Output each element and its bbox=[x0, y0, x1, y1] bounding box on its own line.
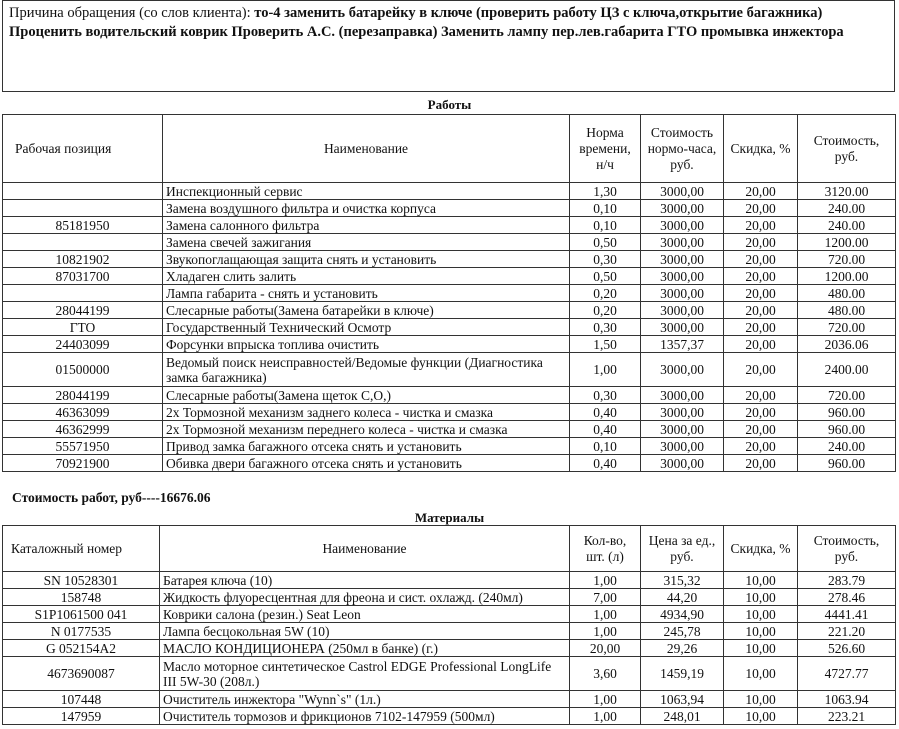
works-cell-price: 3000,00 bbox=[641, 387, 724, 404]
works-cell-qty: 0,10 bbox=[570, 438, 641, 455]
works-cell-qty: 0,30 bbox=[570, 387, 641, 404]
works-cell-code: 10821902 bbox=[3, 251, 163, 268]
works-cell-code: 01500000 bbox=[3, 353, 163, 387]
reason-label: Причина обращения (со слов клиента): bbox=[9, 5, 251, 21]
works-row bbox=[3, 455, 896, 472]
works-row bbox=[3, 404, 896, 421]
works-cell-name: Лампа габарита - снять и установить bbox=[163, 285, 570, 302]
works-cell-qty: 0,50 bbox=[570, 268, 641, 285]
works-cell-name: 2х Тормозной механизм переднего колеса - чистка и смазка bbox=[163, 421, 570, 438]
works-cell-cost: 720.00 bbox=[798, 251, 896, 268]
reason-text-1: то-4 заменить батарейку в ключе (проверить работу ЦЗ с ключа,открытие багажника) bbox=[254, 5, 823, 21]
materials-cell-code: G 052154A2 bbox=[3, 640, 160, 657]
works-cell-name: Ведомый поиск неисправностей/Ведомые функции (Диагностика замка багажника) bbox=[163, 353, 570, 387]
works-header-position: Рабочая позиция bbox=[3, 115, 163, 183]
materials-cell-code: S1P1061500 041 bbox=[3, 606, 160, 623]
materials-cell-price: 315,32 bbox=[641, 572, 724, 589]
materials-row bbox=[3, 708, 896, 725]
works-row bbox=[3, 183, 896, 200]
works-row bbox=[3, 200, 896, 217]
materials-cell-cost: 221.20 bbox=[798, 623, 896, 640]
works-cell-name: Обивка двери багажного отсека снять и установить bbox=[163, 455, 570, 472]
works-cell-price: 3000,00 bbox=[641, 268, 724, 285]
works-cell-name: Инспекционный сервис bbox=[163, 183, 570, 200]
materials-cell-price: 1459,19 bbox=[641, 657, 724, 691]
works-row bbox=[3, 251, 896, 268]
materials-header-catalog: Каталожный номер bbox=[3, 526, 160, 572]
works-cell-discount: 20,00 bbox=[724, 251, 798, 268]
materials-cell-discount: 10,00 bbox=[724, 657, 798, 691]
materials-cell-price: 29,26 bbox=[641, 640, 724, 657]
materials-cell-discount: 10,00 bbox=[724, 623, 798, 640]
works-cell-discount: 20,00 bbox=[724, 285, 798, 302]
materials-row bbox=[3, 640, 896, 657]
materials-cell-qty: 20,00 bbox=[570, 640, 641, 657]
materials-cell-qty: 3,60 bbox=[570, 657, 641, 691]
materials-cell-cost: 526.60 bbox=[798, 640, 896, 657]
works-cell-code: ГТО bbox=[3, 319, 163, 336]
works-cell-cost: 960.00 bbox=[798, 455, 896, 472]
works-cell-cost: 1200.00 bbox=[798, 268, 896, 285]
works-cell-qty: 0,10 bbox=[570, 200, 641, 217]
materials-row bbox=[3, 657, 896, 691]
materials-cell-qty: 7,00 bbox=[570, 589, 641, 606]
works-cell-price: 3000,00 bbox=[641, 200, 724, 217]
materials-cell-discount: 10,00 bbox=[724, 708, 798, 725]
works-cell-name: Слесарные работы(Замена щеток С,О,) bbox=[163, 387, 570, 404]
works-cell-price: 3000,00 bbox=[641, 404, 724, 421]
works-header-norm: Норма времени, н/ч bbox=[570, 115, 641, 183]
materials-cell-code: 4673690087 bbox=[3, 657, 160, 691]
works-cell-code: 55571950 bbox=[3, 438, 163, 455]
works-cell-code: 70921900 bbox=[3, 455, 163, 472]
works-cell-price: 3000,00 bbox=[641, 217, 724, 234]
materials-header-qty: Кол-во, шт. (л) bbox=[570, 526, 641, 572]
works-cell-cost: 1200.00 bbox=[798, 234, 896, 251]
materials-cell-code: 147959 bbox=[3, 708, 160, 725]
materials-cell-discount: 10,00 bbox=[724, 640, 798, 657]
materials-cell-qty: 1,00 bbox=[570, 691, 641, 708]
materials-header-name: Наименование bbox=[160, 526, 570, 572]
works-row bbox=[3, 438, 896, 455]
works-cell-discount: 20,00 bbox=[724, 183, 798, 200]
works-cell-price: 3000,00 bbox=[641, 319, 724, 336]
works-total: Стоимость работ, руб----16676.06 bbox=[12, 490, 211, 505]
works-cell-price: 3000,00 bbox=[641, 421, 724, 438]
works-cell-discount: 20,00 bbox=[724, 421, 798, 438]
works-table bbox=[2, 114, 896, 472]
works-cell-name: Замена свечей зажигания bbox=[163, 234, 570, 251]
works-cell-name: Замена салонного фильтра bbox=[163, 217, 570, 234]
materials-cell-name: Батарея ключа (10) bbox=[160, 572, 570, 589]
works-cell-cost: 960.00 bbox=[798, 421, 896, 438]
materials-row bbox=[3, 623, 896, 640]
works-cell-price: 3000,00 bbox=[641, 234, 724, 251]
works-cell-code bbox=[3, 285, 163, 302]
works-cell-price: 3000,00 bbox=[641, 302, 724, 319]
works-cell-name: Хладаген слить залить bbox=[163, 268, 570, 285]
works-cell-code: 46362999 bbox=[3, 421, 163, 438]
works-cell-discount: 20,00 bbox=[724, 302, 798, 319]
works-cell-price: 3000,00 bbox=[641, 455, 724, 472]
works-row bbox=[3, 353, 896, 387]
materials-cell-cost: 4727.77 bbox=[798, 657, 896, 691]
materials-cell-name: Лампа бесцокольная 5W (10) bbox=[160, 623, 570, 640]
works-cell-code: 28044199 bbox=[3, 387, 163, 404]
materials-row bbox=[3, 572, 896, 589]
works-cell-discount: 20,00 bbox=[724, 217, 798, 234]
reason-box bbox=[2, 0, 895, 92]
works-cell-discount: 20,00 bbox=[724, 455, 798, 472]
materials-cell-name: Очиститель инжектора "Wynn`s" (1л.) bbox=[160, 691, 570, 708]
works-row bbox=[3, 421, 896, 438]
materials-cell-cost: 223.21 bbox=[798, 708, 896, 725]
works-row bbox=[3, 285, 896, 302]
works-cell-discount: 20,00 bbox=[724, 438, 798, 455]
works-cell-cost: 2036.06 bbox=[798, 336, 896, 353]
works-cell-name: Привод замка багажного отсека снять и установить bbox=[163, 438, 570, 455]
materials-cell-name: Очиститель тормозов и фрикционов 7102-147959 (500мл) bbox=[160, 708, 570, 725]
works-header-name: Наименование bbox=[163, 115, 570, 183]
works-cell-price: 3000,00 bbox=[641, 251, 724, 268]
works-cell-code: 24403099 bbox=[3, 336, 163, 353]
materials-cell-price: 4934,90 bbox=[641, 606, 724, 623]
works-row bbox=[3, 268, 896, 285]
works-cell-qty: 1,50 bbox=[570, 336, 641, 353]
works-row bbox=[3, 319, 896, 336]
works-title: Работы bbox=[427, 97, 472, 112]
works-cell-name: 2х Тормозной механизм заднего колеса - чистка и смазка bbox=[163, 404, 570, 421]
works-cell-qty: 0,20 bbox=[570, 285, 641, 302]
reason-text-2: Проценить водительский коврик Проверить А.С. (перезаправка) Заменить лампу пер.лев.габарита ГТО промывка инжектора bbox=[9, 24, 844, 40]
works-cell-qty: 0,20 bbox=[570, 302, 641, 319]
materials-cell-discount: 10,00 bbox=[724, 606, 798, 623]
works-header-discount: Скидка, % bbox=[724, 115, 798, 183]
works-cell-qty: 1,30 bbox=[570, 183, 641, 200]
works-cell-cost: 240.00 bbox=[798, 200, 896, 217]
works-row bbox=[3, 234, 896, 251]
works-cell-discount: 20,00 bbox=[724, 200, 798, 217]
works-cell-qty: 1,00 bbox=[570, 353, 641, 387]
materials-cell-name: Коврики салона (резин.) Seat Leon bbox=[160, 606, 570, 623]
works-cell-cost: 480.00 bbox=[798, 302, 896, 319]
works-cell-cost: 2400.00 bbox=[798, 353, 896, 387]
works-cell-cost: 960.00 bbox=[798, 404, 896, 421]
materials-cell-qty: 1,00 bbox=[570, 606, 641, 623]
materials-cell-cost: 283.79 bbox=[798, 572, 896, 589]
materials-cell-cost: 278.46 bbox=[798, 589, 896, 606]
works-cell-qty: 0,10 bbox=[570, 217, 641, 234]
materials-row bbox=[3, 691, 896, 708]
works-cell-code: 28044199 bbox=[3, 302, 163, 319]
materials-cell-price: 248,01 bbox=[641, 708, 724, 725]
works-cell-price: 3000,00 bbox=[641, 183, 724, 200]
works-cell-name: Слесарные работы(Замена батарейки в ключе) bbox=[163, 302, 570, 319]
materials-header-discount: Скидка, % bbox=[724, 526, 798, 572]
materials-cell-price: 245,78 bbox=[641, 623, 724, 640]
works-cell-price: 3000,00 bbox=[641, 438, 724, 455]
materials-cell-cost: 1063.94 bbox=[798, 691, 896, 708]
materials-cell-discount: 10,00 bbox=[724, 691, 798, 708]
materials-cell-code: SN 10528301 bbox=[3, 572, 160, 589]
works-row bbox=[3, 217, 896, 234]
works-cell-code: 46363099 bbox=[3, 404, 163, 421]
works-header-hour-cost: Стоимость нормо-часа, руб. bbox=[641, 115, 724, 183]
works-row bbox=[3, 302, 896, 319]
materials-cell-discount: 10,00 bbox=[724, 589, 798, 606]
materials-row bbox=[3, 606, 896, 623]
works-row bbox=[3, 387, 896, 404]
materials-title: Материалы bbox=[414, 510, 485, 525]
works-cell-code bbox=[3, 234, 163, 251]
works-cell-qty: 0,30 bbox=[570, 319, 641, 336]
works-cell-discount: 20,00 bbox=[724, 387, 798, 404]
works-cell-qty: 0,40 bbox=[570, 455, 641, 472]
works-cell-cost: 240.00 bbox=[798, 217, 896, 234]
works-cell-price: 3000,00 bbox=[641, 285, 724, 302]
materials-cell-code: 107448 bbox=[3, 691, 160, 708]
works-cell-qty: 0,40 bbox=[570, 404, 641, 421]
works-cell-qty: 0,50 bbox=[570, 234, 641, 251]
materials-cell-qty: 1,00 bbox=[570, 708, 641, 725]
works-cell-cost: 240.00 bbox=[798, 438, 896, 455]
materials-table bbox=[2, 525, 896, 725]
works-cell-price: 1357,37 bbox=[641, 336, 724, 353]
materials-cell-name: МАСЛО КОНДИЦИОНЕРА (250мл в банке) (г.) bbox=[160, 640, 570, 657]
works-cell-cost: 480.00 bbox=[798, 285, 896, 302]
works-cell-code: 87031700 bbox=[3, 268, 163, 285]
works-cell-cost: 720.00 bbox=[798, 387, 896, 404]
works-cell-code bbox=[3, 183, 163, 200]
materials-cell-discount: 10,00 bbox=[724, 572, 798, 589]
materials-cell-code: N 0177535 bbox=[3, 623, 160, 640]
materials-cell-code: 158748 bbox=[3, 589, 160, 606]
works-cell-name: Форсунки впрыска топлива очистить bbox=[163, 336, 570, 353]
works-cell-price: 3000,00 bbox=[641, 353, 724, 387]
materials-row bbox=[3, 589, 896, 606]
works-cell-discount: 20,00 bbox=[724, 353, 798, 387]
materials-header-price: Цена за ед., руб. bbox=[641, 526, 724, 572]
works-cell-code bbox=[3, 200, 163, 217]
materials-cell-qty: 1,00 bbox=[570, 572, 641, 589]
materials-cell-name: Жидкость флуоресцентная для фреона и сист. охлажд. (240мл) bbox=[160, 589, 570, 606]
works-cell-name: Замена воздушного фильтра и очистка корпуса bbox=[163, 200, 570, 217]
materials-cell-cost: 4441.41 bbox=[798, 606, 896, 623]
works-cell-cost: 720.00 bbox=[798, 319, 896, 336]
works-header-cost: Стоимость, руб. bbox=[798, 115, 896, 183]
works-cell-discount: 20,00 bbox=[724, 404, 798, 421]
materials-cell-qty: 1,00 bbox=[570, 623, 641, 640]
works-cell-name: Государственный Технический Осмотр bbox=[163, 319, 570, 336]
materials-cell-price: 44,20 bbox=[641, 589, 724, 606]
works-cell-qty: 0,40 bbox=[570, 421, 641, 438]
works-row bbox=[3, 336, 896, 353]
works-cell-qty: 0,30 bbox=[570, 251, 641, 268]
works-cell-name: Звукопоглащающая защита снять и установить bbox=[163, 251, 570, 268]
works-cell-discount: 20,00 bbox=[724, 319, 798, 336]
works-cell-discount: 20,00 bbox=[724, 234, 798, 251]
materials-header-cost: Стоимость, руб. bbox=[798, 526, 896, 572]
materials-cell-price: 1063,94 bbox=[641, 691, 724, 708]
works-cell-cost: 3120.00 bbox=[798, 183, 896, 200]
materials-cell-name: Масло моторное синтетическое Castrol EDGE Professional LongLife III 5W-30 (208л.) bbox=[160, 657, 570, 691]
works-cell-discount: 20,00 bbox=[724, 268, 798, 285]
works-cell-code: 85181950 bbox=[3, 217, 163, 234]
works-cell-discount: 20,00 bbox=[724, 336, 798, 353]
